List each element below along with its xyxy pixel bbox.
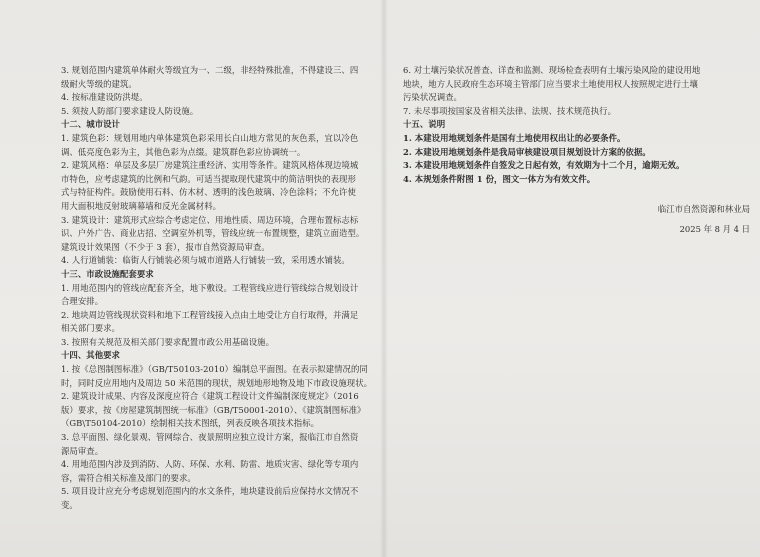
paragraph: 4. 按标准建设防洪堤。 <box>61 92 148 103</box>
page-fold <box>380 0 388 557</box>
paragraph: 1. 用地范围内的管线应配套齐全，地下敷设。工程管线应进行管线综合规划设计 合理安排。 <box>61 282 359 307</box>
section-heading: 十三、市政设施配套要求 <box>61 268 154 279</box>
paragraph: 7. 未尽事项按国家及省相关法律、法规、技术规范执行。 <box>403 105 617 116</box>
notice-item: 1. 本建设用地规划条件是国有土地使用权出让的必要条件。 <box>403 132 626 143</box>
paragraph: 2. 建筑风格：单层及多层厂房建筑注重经济、实用等条件。建筑风格体现边境城 市特色，应考虑建筑的比例和气韵。可适当提取现代建筑中的简洁明快的表现形 式与特征构件。鼓励使用石料、仿木材、透明的浅色玻璃、冷色涂料；不允许使 用大面积地反射玻璃幕墙和反光金属材料。 <box>61 160 359 211</box>
notice-item: 3. 本建设用地规划条件自签发之日起有效，有效期为十二个月，逾期无效。 <box>403 160 685 171</box>
paragraph: 3. 总平面图、绿化景观、管网综合、夜景照明应独立设计方案，报临江市自然资 源局审查。 <box>61 432 359 456</box>
paragraph: 6. 对土壤污染状况普查、详查和监测、现场检查表明有土壤污染风险的建设用地 地块，地方人民政府生态环境主管部门应当要求土地使用权人按照规定进行土壤 污染状况调查。 <box>403 65 701 103</box>
paragraph: 1. 建筑色彩：规划用地内单体建筑色彩采用长白山地方常见的灰色系，宜以冷色 调、低亮度色彩为主，其他色彩为点缀。建筑群色彩应协调统一。 <box>61 132 359 157</box>
paragraph: 2. 地块周边管线现状资料和地下工程管线接入点由土地受让方自行取得，并满足 相关部门要求。 <box>61 309 359 334</box>
notice-item: 2. 本建设用地规划条件是我局审核建设项目规划设计方案的依据。 <box>403 146 651 157</box>
paragraph: 3. 按照有关规范及相关部门要求配置市政公用基础设施。 <box>61 336 275 347</box>
paragraph: 4. 用地范围内涉及到消防、人防、环保、水利、防雷、地质灾害、绿化等专项内 容，需符合相关标准及部门的要求。 <box>61 459 359 483</box>
section-heading: 十五、说明 <box>403 119 446 130</box>
signature-org: 临江市自然资源和林业局 <box>657 204 750 214</box>
paragraph: 5. 须按人防部门要求建设人防设施。 <box>61 105 199 116</box>
paragraph: 1. 按《总图制图标准》（GB/T50103-2010）编制总平面图。在表示拟建情况的同 时，同时反应用地内及周边 50 米范围的现状，规划地形地物及地下市政设施现状。 <box>61 364 373 388</box>
section-heading: 十二、城市设计 <box>61 119 120 130</box>
left-column <box>61 64 377 513</box>
paragraph: 5. 项目设计应充分考虑规划范围内的水文条件，地块建设前后应保持水文情况不 变。 <box>61 486 359 510</box>
paragraph: 3. 建筑设计：建筑形式应综合考虑定位、用地性质、周边环境，合理布置标志标 识、户外广告、商业店招、空调室外机等，管线应统一布置规整，建筑立面造型。 建筑设计效果图（不少于 3 套），报市自然资源局审查。 <box>61 214 365 252</box>
right-column <box>403 64 703 186</box>
paragraph: 3. 规划范围内建筑单体耐火等级宜为一、二级，非经特殊批准，不得建设三、四 级耐火等级的建筑。 <box>61 65 359 89</box>
notice-item: 4. 本规划条件附图 1 份，图文一体方为有效文件。 <box>403 173 596 184</box>
paragraph: 4. 人行道铺装：临街人行铺装必须与城市道路人行铺装一致，采用透水铺装。 <box>61 255 350 266</box>
paragraph: 2. 建筑设计成果、内容及深度应符合《建筑工程设计文件编制深度规定》（2016 版）要求，按《房屋建筑制图统一标准》（GB/T50001-2010）、《建筑制图标准》 （GB\T50104-2010）绘制相关技术图纸，列表反映各项技术指标。 <box>61 391 366 429</box>
signature-date: 2025 年 8 月 4 日 <box>679 224 750 234</box>
section-heading: 十四、其他要求 <box>61 350 120 361</box>
